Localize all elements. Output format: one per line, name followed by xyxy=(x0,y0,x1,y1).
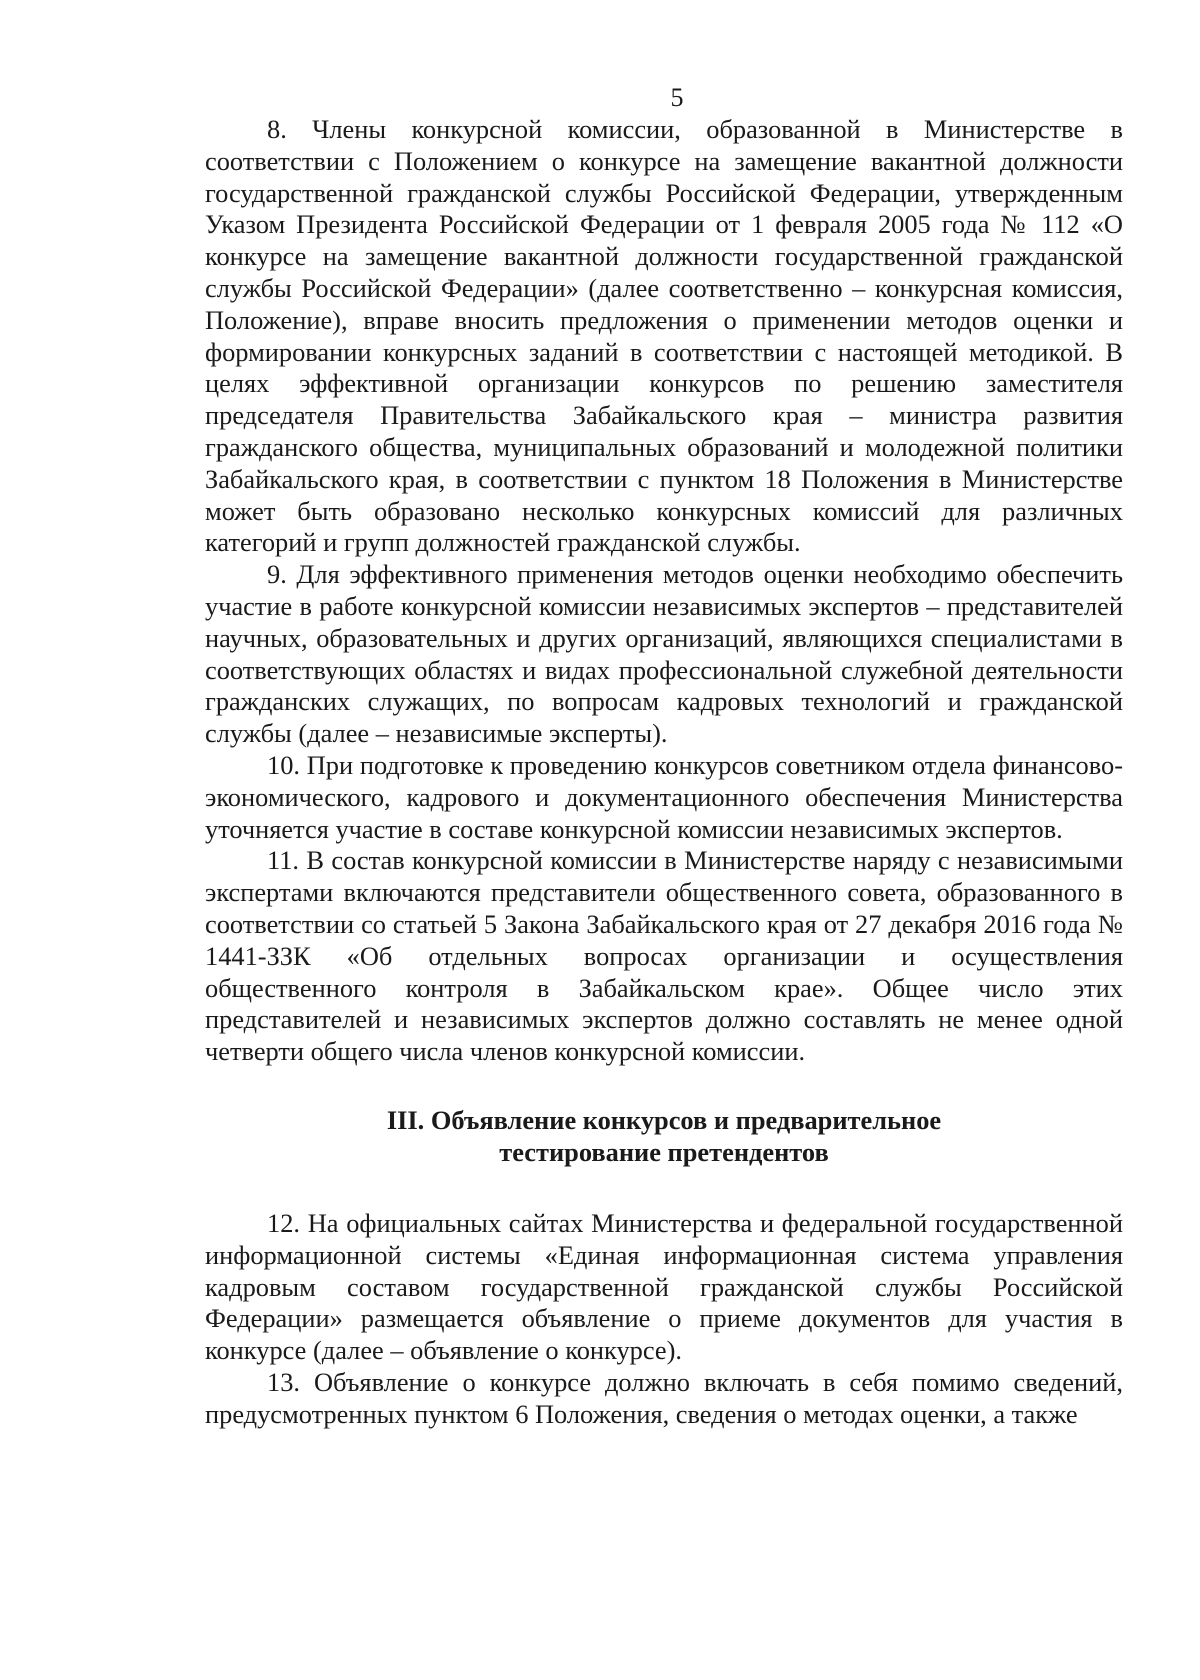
paragraph-13: 13. Объявление о конкурсе должно включать в себя помимо сведений, предусмотренных пунктом 6 Положения, сведения о методах оценки, а также xyxy=(205,1366,1123,1429)
section-heading-line-2: тестирование претендентов xyxy=(499,1136,829,1167)
paragraph-11: 11. В состав конкурсной комиссии в Министерстве наряду с независимыми экспертами включаются представители общественного совета, образованного в соответствии со статьей 5 Закона Забайкальского края от 27 декабря 2016 года № 1441-ЗЗК «Об отдельных вопросах организации и осуществления общественного контроля в Забайкальском крае». Общее число этих представителей и независимых экспертов должно составлять не менее одной четверти общего числа членов конкурсной комиссии. xyxy=(205,845,1123,1067)
section-heading-line-1: III. Объявление конкурсов и предварительное xyxy=(386,1104,942,1135)
page-number: 5 xyxy=(670,83,684,112)
paragraph-9: 9. Для эффективного применения методов оценки необходимо обеспечить участие в работе конкурсной комиссии независимых экспертов – представителей научных, образовательных и других организаций, являющихся специалистами в соответствующих областях и видах профессиональной служебной деятельности гражданских служащих, по вопросам кадровых технологий и гражданской службы (далее – независимые эксперты). xyxy=(205,559,1123,749)
paragraph-8: 8. Члены конкурсной комиссии, образованной в Министерстве в соответствии с Положением о конкурсе на замещение вакантной должности государственной гражданской службы Российской Федерации, утвержденным Указом Президента Российской Федерации от 1 февраля 2005 года № 112 «О конкурсе на замещение вакантной должности государственной гражданской службы Российской Федерации» (далее соответственно – конкурсная комиссия, Положение), вправе вносить предложения о применении методов оценки и формировании конкурсных заданий в соответствии с настоящей методикой. В целях эффективной организации конкурсов по решению заместителя председателя Правительства Забайкальского края – министра развития гражданского общества, муниципальных образований и молодежной политики Забайкальского края, в соответствии с пунктом 18 Положения в Министерстве может быть образовано несколько конкурсных комиссий для различных категорий и групп должностей гражданской службы. xyxy=(205,114,1123,558)
paragraph-12: 12. На официальных сайтах Министерства и федеральной государственной информационной системы «Единая информационная система управления кадровым составом государственной гражданской службы Российской Федерации» размещается объявление о приеме документов для участия в конкурсе (далее – объявление о конкурсе). xyxy=(205,1207,1123,1366)
section-heading xyxy=(205,1104,1123,1168)
paragraph-10: 10. При подготовке к проведению конкурсов советником отдела финансово-экономического, кадрового и документационного обеспечения Министерства уточняется участие в составе конкурсной комиссии независимых экспертов. xyxy=(205,749,1123,844)
document-page xyxy=(205,82,1123,1430)
